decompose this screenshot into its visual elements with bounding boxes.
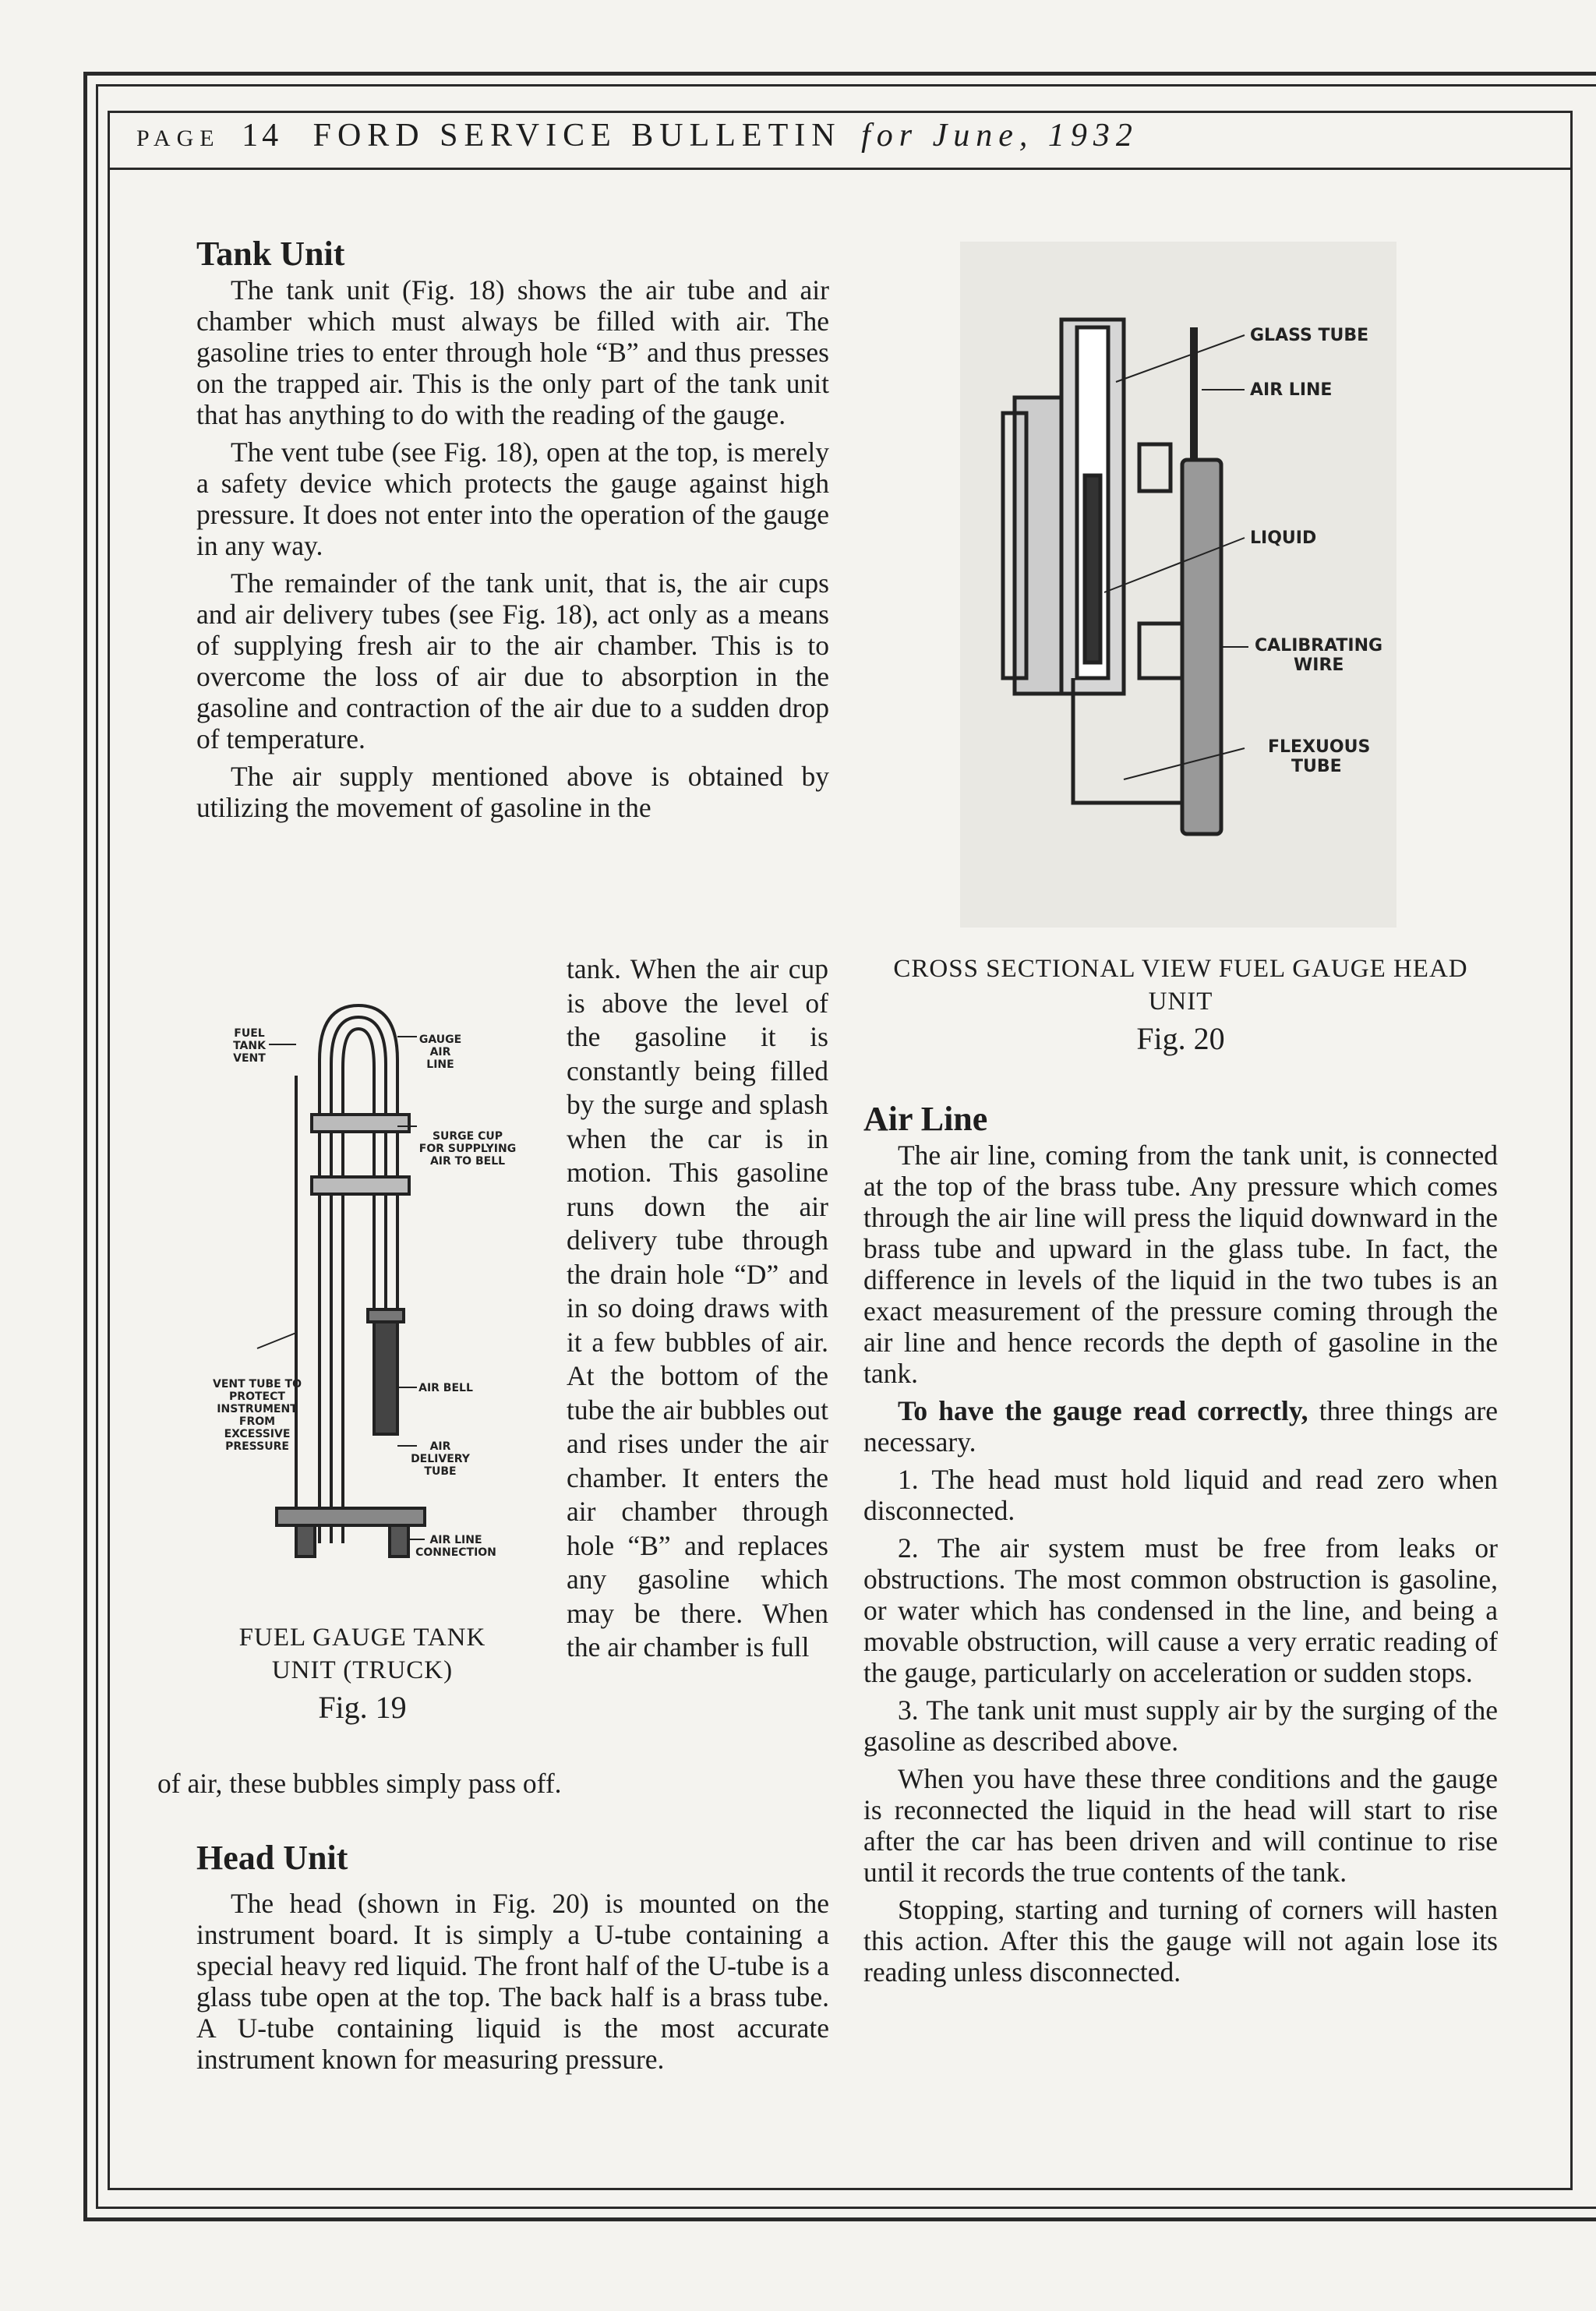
header-rule	[108, 168, 1573, 170]
fig19-label: Fig. 19	[318, 1690, 407, 1725]
fig20-caption-line2: UNIT	[1148, 988, 1213, 1016]
fig20-label-glass-tube: GLASS TUBE	[1250, 326, 1369, 345]
air-line-lead-rest: three things are necessary.	[863, 1395, 1498, 1458]
fig19-label-vent-tube: PRESSURE	[225, 1440, 289, 1453]
fig19-label-vent-tube: INSTRUMENT	[217, 1403, 298, 1415]
air-line-lead-bold: To have the gauge read correctly,	[898, 1395, 1308, 1426]
fig19-label-vent-tube: PROTECT	[229, 1390, 285, 1403]
fig20-label-flexuous: FLEXUOUS	[1268, 737, 1371, 757]
fig19-label-gauge-air-line: GAUGE	[418, 1034, 462, 1046]
tank-unit-tail-text: of air, these bubbles simply pass off.	[157, 1768, 562, 1799]
fig19-label-air-delivery: AIR	[429, 1440, 451, 1453]
tank-unit-tail	[157, 1768, 828, 1799]
fig20-label-flexuous: TUBE	[1291, 757, 1342, 776]
fig19-caption-line1: FUEL GAUGE TANK	[238, 1624, 486, 1652]
fig20-label-calibrating: WIRE	[1294, 655, 1344, 675]
tank-unit-heading: Tank Unit	[196, 235, 345, 273]
air-line-heading: Air Line	[863, 1100, 988, 1138]
fig20-label-air-line: AIR LINE	[1250, 380, 1333, 400]
fig19-label-surge-cup: AIR TO BELL	[429, 1155, 506, 1168]
head-unit-section	[196, 1838, 829, 2081]
fig20-label: Fig. 20	[1136, 1021, 1225, 1056]
fig19-label-air-line-connection: CONNECTION	[415, 1546, 496, 1559]
fig19-label-surge-cup: FOR SUPPLYING	[418, 1143, 517, 1155]
fig19-label-vent-tube: VENT TUBE TO	[212, 1378, 302, 1390]
tank-unit-paragraph: The tank unit (Fig. 18) shows the air tube and air chamber which must always be filled with air. The gasoline tries to enter through hole “B” and thus presses on the trapped air. This is the only part of the tank unit that has anything to do with the reading of the gauge.	[196, 274, 829, 430]
fig19-label-vent-tube: FROM	[238, 1415, 276, 1428]
fig20-caption-line1: CROSS SECTIONAL VIEW FUEL GAUGE HEAD	[893, 955, 1468, 983]
fig19-label-gauge-air-line: LINE	[426, 1058, 454, 1071]
air-line-section	[863, 1099, 1498, 1994]
air-line-closing: Stopping, starting and turning of corners will hasten this action. After this the gauge will not again lose its reading unless disconnected.	[863, 1894, 1498, 1988]
fig19-caption	[199, 1621, 526, 1724]
fig19-label-air-bell: AIR BELL	[418, 1382, 473, 1394]
publication-title: FORD SERVICE BULLETIN	[312, 118, 842, 154]
tank-unit-section	[196, 234, 829, 823]
fig19-label-surge-cup: SURGE CUP	[432, 1130, 503, 1143]
air-line-item: 1. The head must hold liquid and read zero when disconnected.	[863, 1464, 1498, 1526]
air-line-lead	[863, 1395, 1498, 1458]
fig20-illustration	[960, 242, 1396, 928]
page-number: 14	[242, 118, 283, 154]
fig19-label-vent: FUEL	[234, 1027, 265, 1040]
fig19-label-air-delivery: DELIVERY	[411, 1453, 470, 1465]
fig19-label-vent-tube: EXCESSIVE	[224, 1428, 291, 1440]
tank-unit-paragraph: The vent tube (see Fig. 18), open at the top, is merely a safety device which protects the gauge against high pressure. It does not enter into the operation of the gauge in any way.	[196, 436, 829, 561]
fig19-caption-line2: UNIT (TRUCK)	[271, 1656, 454, 1684]
air-line-paragraph: The air line, coming from the tank unit, is connected at the top of the brass tube. Any pressure which comes through the air line will press the liquid downward in the brass tube and upward in the glass tube. In fact, the difference in levels of the liquid in the two tubes is an exact measurement of the pressure coming through the air line and hence records the depth of gasoline in the tank.	[863, 1140, 1498, 1389]
tank-unit-wrap-paragraph: tank. When the air cup is above the level of the gasoline it is constantly being filled by the surge and splash when the car is in motion. This gasoline runs down the air delivery tube through the drain hole “D” and in so doing draws with it a few bubbles of air. At the bottom of the tube the air bubbles out and rises under the air chamber. It enters the air chamber through hole “B” and replaces any gasoline which may be there. When the air chamber is full	[567, 953, 828, 1663]
fig19-illustration	[203, 990, 517, 1574]
page-header	[136, 117, 1139, 164]
fig19-label-vent: VENT	[233, 1052, 266, 1065]
air-line-item: 2. The air system must be free from leaks or obstructions. The most common obstruction is gasoline, or water which has condensed in the line, and being a movable obstruction, will cause a very erratic reading of the gauge, particularly on acceleration or sudden stops.	[863, 1532, 1498, 1688]
fig19-label-air-delivery: TUBE	[424, 1465, 457, 1478]
fig20-label-liquid: LIQUID	[1250, 528, 1317, 548]
head-unit-paragraph: The head (shown in Fig. 20) is mounted on the instrument board. It is simply a U-tube containing a special heavy red liquid. The front half of the U-tube is a glass tube open at the top. The back half is a brass tube. A U-tube containing liquid is the most accurate instrument known for measuring pressure.	[196, 1888, 829, 2075]
fig19-label-gauge-air-line: AIR	[429, 1046, 451, 1058]
fig19-label-vent: TANK	[233, 1040, 266, 1052]
fig19-label-air-line-connection: AIR LINE	[429, 1534, 482, 1546]
head-unit-heading: Head Unit	[196, 1839, 348, 1877]
fig20-caption	[853, 952, 1508, 1055]
issue-date: for June, 1932	[861, 118, 1139, 154]
tank-unit-paragraph: The remainder of the tank unit, that is, the air cups and air delivery tubes (see Fig. 18), act only as a means of supplying fresh air to the air chamber. This is to overcome the loss of air due to absorption in the gasoline and contraction of the air due to a sudden drop of temperature.	[196, 567, 829, 754]
air-line-item: 3. The tank unit must supply air by the surging of the gasoline as described above.	[863, 1694, 1498, 1757]
page-label: PAGE	[136, 125, 221, 151]
air-line-closing: When you have these three conditions and the gauge is reconnected the liquid in the head will start to rise after the car has been driven and will continue to rise until it records the true contents of the tank.	[863, 1763, 1498, 1888]
tank-unit-paragraph: The air supply mentioned above is obtained by utilizing the movement of gasoline in the	[196, 761, 829, 823]
fig20-label-calibrating: CALIBRATING	[1255, 636, 1383, 655]
tank-unit-wrap-text	[567, 952, 828, 1665]
